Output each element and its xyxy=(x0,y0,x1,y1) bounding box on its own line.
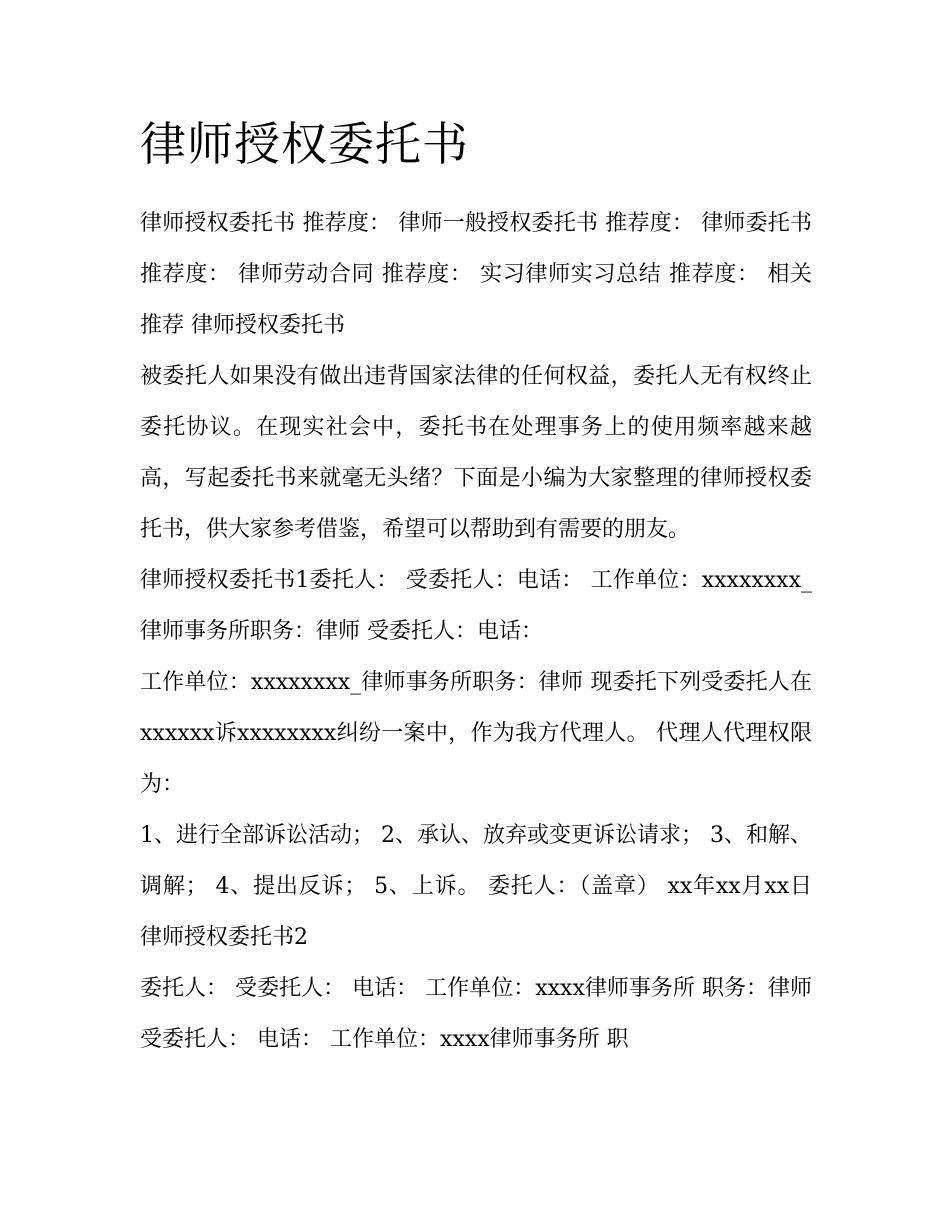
document-body xyxy=(140,112,812,1065)
sample-one-parties-paragraph: 律师授权委托书1委托人： 受委托人：电话： 工作单位：xxxxxxxx_律师事务所职务：律师 受委托人：电话： xyxy=(140,568,812,644)
document-title: 律师授权委托书 xyxy=(140,117,469,171)
intro-paragraph: 被委托人如果没有做出违背国家法律的任何权益，委托人无有权终止委托协议。在现实社会中，委托书在处理事务上的使用频率越来越高，写起委托书来就毫无头绪？下面是小编为大家整理的律师授权委托书，供大家参考借鉴，希望可以帮助到有需要的朋友。 xyxy=(140,364,812,542)
recommendation-paragraph: 律师授权委托书 推荐度： 律师一般授权委托书 推荐度： 律师委托书 推荐度： 律师劳动合同 推荐度： 实习律师实习总结 推荐度： 相关推荐 律师授权委托书 xyxy=(140,211,812,338)
sample-one-powers-paragraph: 1、进行全部诉讼活动； 2、承认、放弃或变更诉讼请求； 3、和解、调解； 4、提出反诉； 5、上诉。 委托人：（盖章） xx年xx月xx日 律师授权委托书2 xyxy=(140,823,812,950)
sample-one-scope-paragraph: 工作单位：xxxxxxxx_律师事务所职务：律师 现委托下列受委托人在xxxxxx诉xxxxxxxx纠纷一案中，作为我方代理人。 代理人代理权限为： xyxy=(140,670,812,797)
sample-two-parties-paragraph: 委托人： 受委托人： 电话： 工作单位：xxxx律师事务所 职务：律师 受委托人： 电话： 工作单位：xxxx律师事务所 职 xyxy=(140,976,812,1052)
